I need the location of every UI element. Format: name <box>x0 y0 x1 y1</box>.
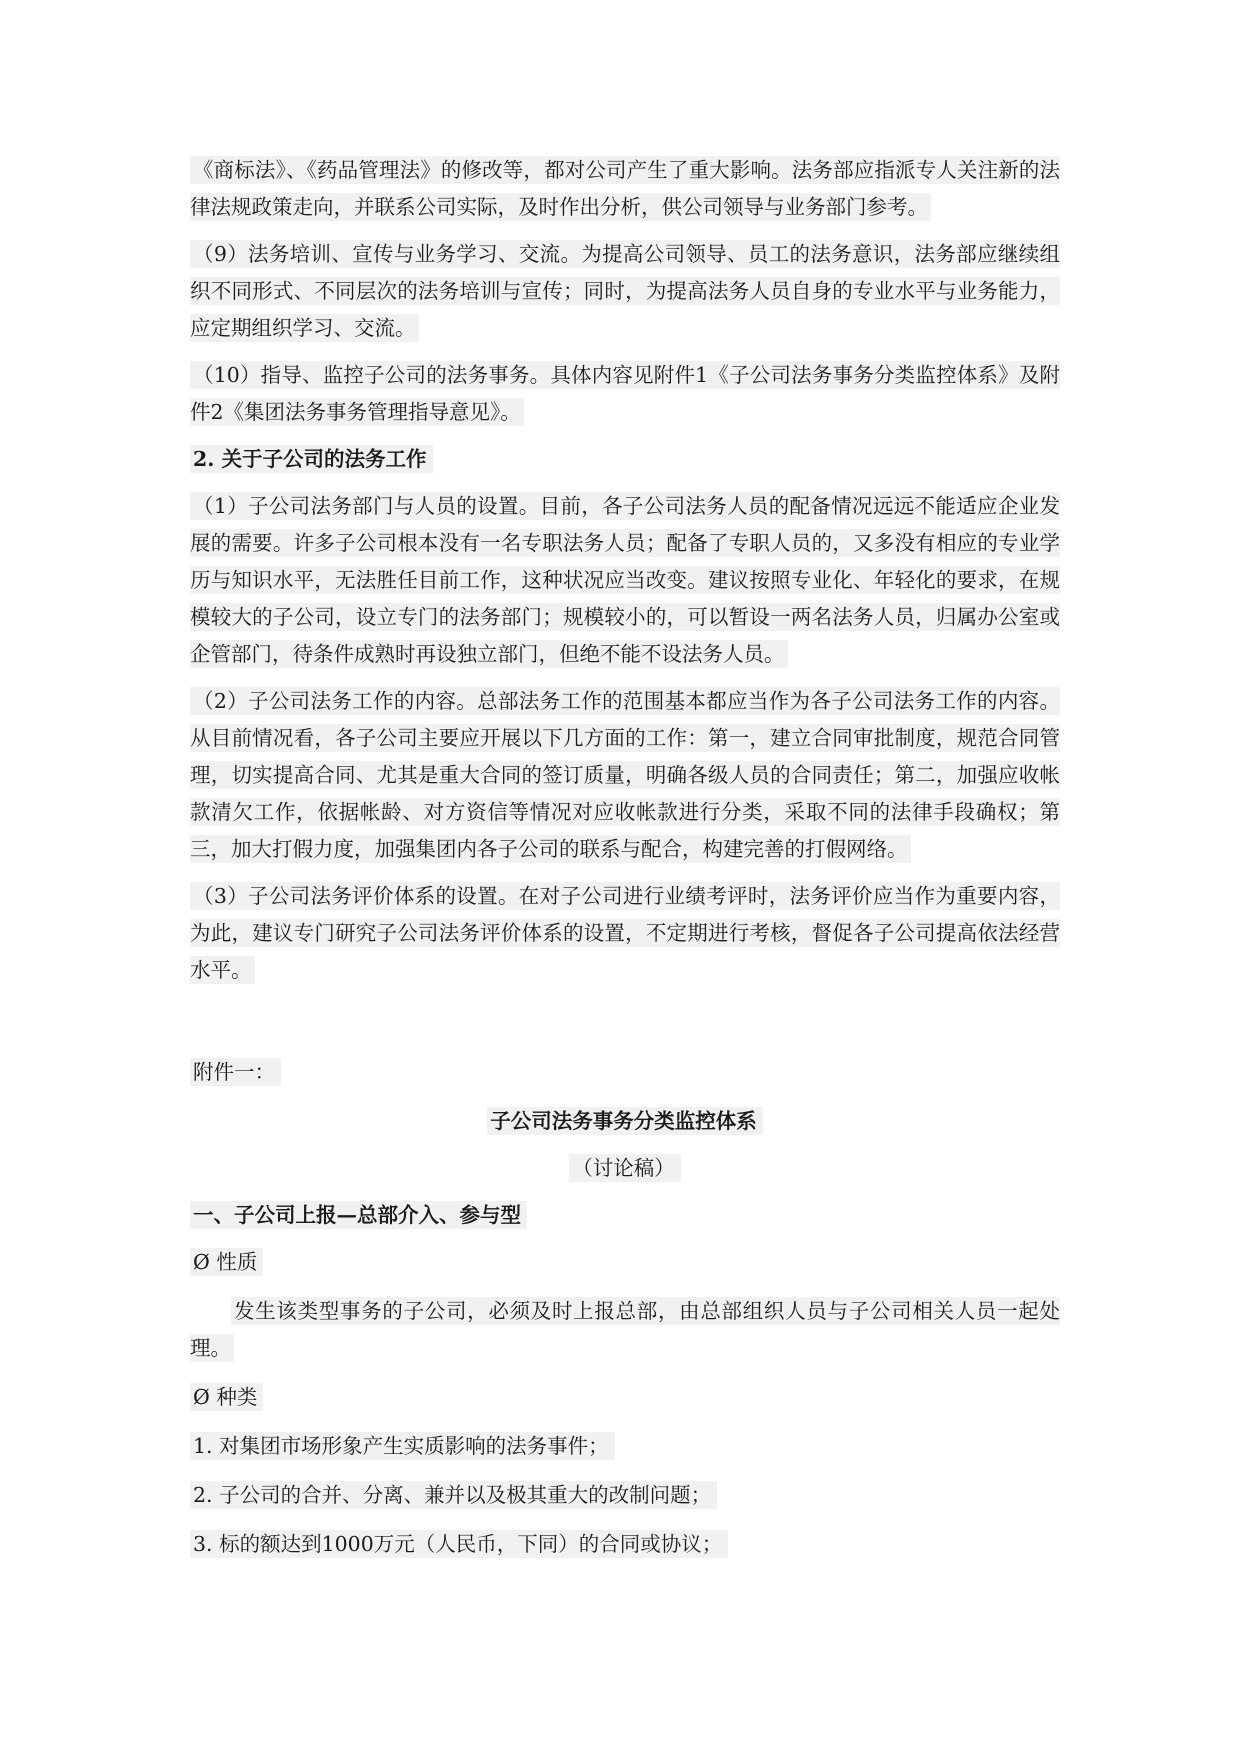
list-item <box>190 1428 1060 1465</box>
paragraph <box>190 357 1060 431</box>
list-item-text: 3. 标的额达到1000万元（人民币，下同）的合同或协议； <box>190 1530 728 1558</box>
list-item-text: 2. 子公司的合并、分离、兼并以及极其重大的改制问题； <box>190 1481 717 1509</box>
list-item <box>190 1477 1060 1514</box>
paragraph-text: （1）子公司法务部门与人员的设置。目前，各子公司法务人员的配备情况远远不能适应企业发展的需要。许多子公司根本没有一名专职法务人员；配备了专职人员的，又多没有相应的专业学历与知识水平，无法胜任目前工作，这种状况应当改变。建议按照专业化、年轻化的要求，在规模较大的子公司，设立专门的法务部门；规模较小的，可以暂设一两名法务人员，归属办公室或企管部门，待条件成熟时再设独立部门，但绝不能不设法务人员。 <box>190 494 1060 666</box>
attachment-label <box>190 1054 1060 1091</box>
section-heading <box>190 441 1060 478</box>
types-label <box>190 1379 1060 1416</box>
list-item-text: 1. 对集团市场形象产生实质影响的法务事件； <box>190 1432 615 1460</box>
section-heading-text: 2. 关于子公司的法务工作 <box>190 445 433 473</box>
paragraph-text: （10）指导、监控子公司的法务事务。具体内容见附件1《子公司法务事务分类监控体系》及附件2《集团法务事务管理指导意见》。 <box>190 363 1060 424</box>
attachment-title <box>190 1103 1060 1140</box>
paragraph-text: 《商标法》、《药品管理法》的修改等，都对公司产生了重大影响。法务部应指派专人关注新的法律法规政策走向，并联系公司实际，及时作出分析，供公司领导与业务部门参考。 <box>190 158 1060 219</box>
attachment-subtitle-text: （讨论稿） <box>569 1154 681 1182</box>
paragraph <box>190 152 1060 226</box>
paragraph <box>190 236 1060 347</box>
attachment-heading <box>190 1197 1060 1234</box>
paragraph <box>190 488 1060 673</box>
paragraph <box>190 878 1060 989</box>
types-label-text: Ø 种类 <box>190 1383 263 1411</box>
paragraph-text: （3）子公司法务评价体系的设置。在对子公司进行业绩考评时，法务评价应当作为重要内容，为此，建议专门研究子公司法务评价体系的设置，不定期进行考核，督促各子公司提高依法经营水平。 <box>190 884 1060 982</box>
attachment-title-text: 子公司法务事务分类监控体系 <box>487 1107 763 1135</box>
paragraph <box>190 683 1060 868</box>
paragraph-text: （9）法务培训、宣传与业务学习、交流。为提高公司领导、员工的法务意识，法务部应继续组织不同形式、不同层次的法务培训与宣传；同时，为提高法务人员自身的专业水平与业务能力，应定期组织学习、交流。 <box>190 242 1060 340</box>
spacer <box>190 999 1060 1054</box>
nature-label-text: Ø 性质 <box>190 1248 263 1276</box>
attachment-label-text: 附件一： <box>190 1058 281 1086</box>
nature-text-content: 发生该类型事务的子公司，必须及时上报总部，由总部组织人员与子公司相关人员一起处理。 <box>190 1299 1060 1360</box>
list-item <box>190 1526 1060 1563</box>
nature-label <box>190 1244 1060 1281</box>
paragraph-text: （2）子公司法务工作的内容。总部法务工作的范围基本都应当作为各子公司法务工作的内容。从目前情况看，各子公司主要应开展以下几方面的工作：第一，建立合同审批制度，规范合同管理，切实提高合同、尤其是重大合同的签订质量，明确各级人员的合同责任；第二，加强应收帐款清欠工作，依据帐龄、对方资信等情况对应收帐款进行分类，采取不同的法律手段确权；第三，加大打假力度，加强集团内各子公司的联系与配合，构建完善的打假网络。 <box>190 689 1060 861</box>
attachment-subtitle <box>190 1150 1060 1187</box>
nature-text <box>190 1293 1060 1367</box>
attachment-heading-text: 一、子公司上报—总部介入、参与型 <box>190 1201 527 1229</box>
document-body <box>190 152 1060 1575</box>
